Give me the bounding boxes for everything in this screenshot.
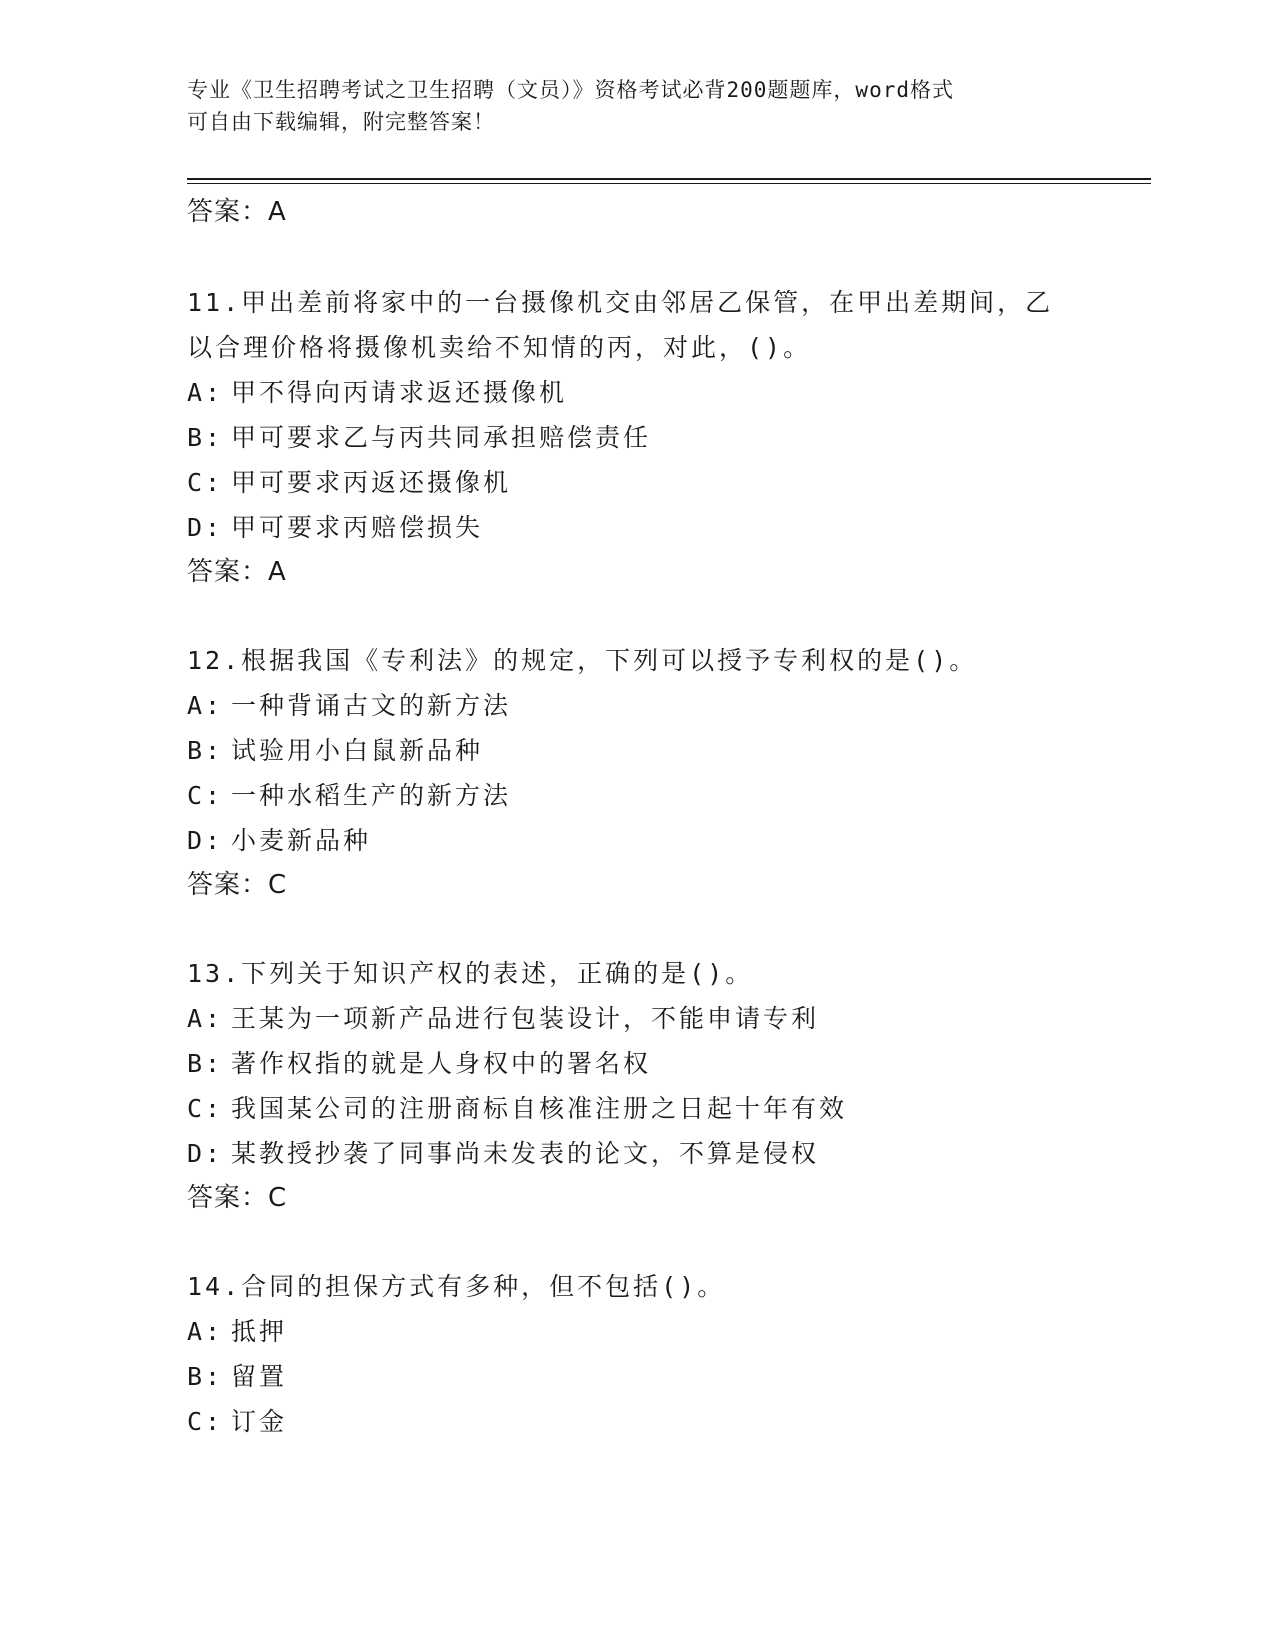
question-11 — [187, 280, 1107, 595]
document-header — [187, 74, 1087, 138]
answer: 答案：C — [187, 1183, 288, 1213]
option-b: B: 试验用小白鼠新品种 — [187, 736, 484, 765]
question-stem-line: 14.合同的担保方式有多种，但不包括()。 — [187, 1272, 726, 1301]
header-line-2: 可自由下载编辑，附完整答案！ — [187, 110, 495, 134]
option-a: A: 抵押 — [187, 1317, 288, 1346]
option-c: C: 订金 — [187, 1407, 288, 1436]
option-d: D: 小麦新品种 — [187, 826, 372, 855]
header-line-1: 专业《卫生招聘考试之卫生招聘（文员）》资格考试必背200题题库，word格式 — [187, 78, 954, 102]
question-list — [187, 190, 1107, 1444]
option-a: A: 甲不得向丙请求返还摄像机 — [187, 378, 568, 407]
question-stem-line: 13.下列关于知识产权的表述，正确的是()。 — [187, 959, 754, 988]
header-divider-thin — [187, 183, 1151, 184]
question-stem-line: 11.甲出差前将家中的一台摄像机交由邻居乙保管，在甲出差期间，乙 — [187, 288, 1054, 317]
option-d: D: 某教授抄袭了同事尚未发表的论文，不算是侵权 — [187, 1139, 820, 1168]
option-c: C: 我国某公司的注册商标自核准注册之日起十年有效 — [187, 1094, 848, 1123]
question-stem-line: 12.根据我国《专利法》的规定，下列可以授予专利权的是()。 — [187, 646, 978, 675]
option-b: B: 著作权指的就是人身权中的署名权 — [187, 1049, 652, 1078]
option-a: A: 王某为一项新产品进行包装设计，不能申请专利 — [187, 1004, 820, 1033]
prev-answer: 答案：A — [187, 197, 287, 227]
option-b: B: 甲可要求乙与丙共同承担赔偿责任 — [187, 423, 652, 452]
option-c: C: 一种水稻生产的新方法 — [187, 781, 512, 810]
question-14 — [187, 1264, 1107, 1444]
option-b: B: 留置 — [187, 1362, 288, 1391]
answer: 答案：A — [187, 557, 287, 587]
question-12 — [187, 638, 1107, 908]
question-13 — [187, 951, 1107, 1221]
option-a: A: 一种背诵古文的新方法 — [187, 691, 512, 720]
question-stem-line: 以合理价格将摄像机卖给不知情的丙，对此，()。 — [187, 333, 812, 362]
option-c: C: 甲可要求丙返还摄像机 — [187, 468, 512, 497]
option-d: D: 甲可要求丙赔偿损失 — [187, 513, 484, 542]
header-divider-thick — [187, 178, 1151, 180]
answer: 答案：C — [187, 870, 288, 900]
